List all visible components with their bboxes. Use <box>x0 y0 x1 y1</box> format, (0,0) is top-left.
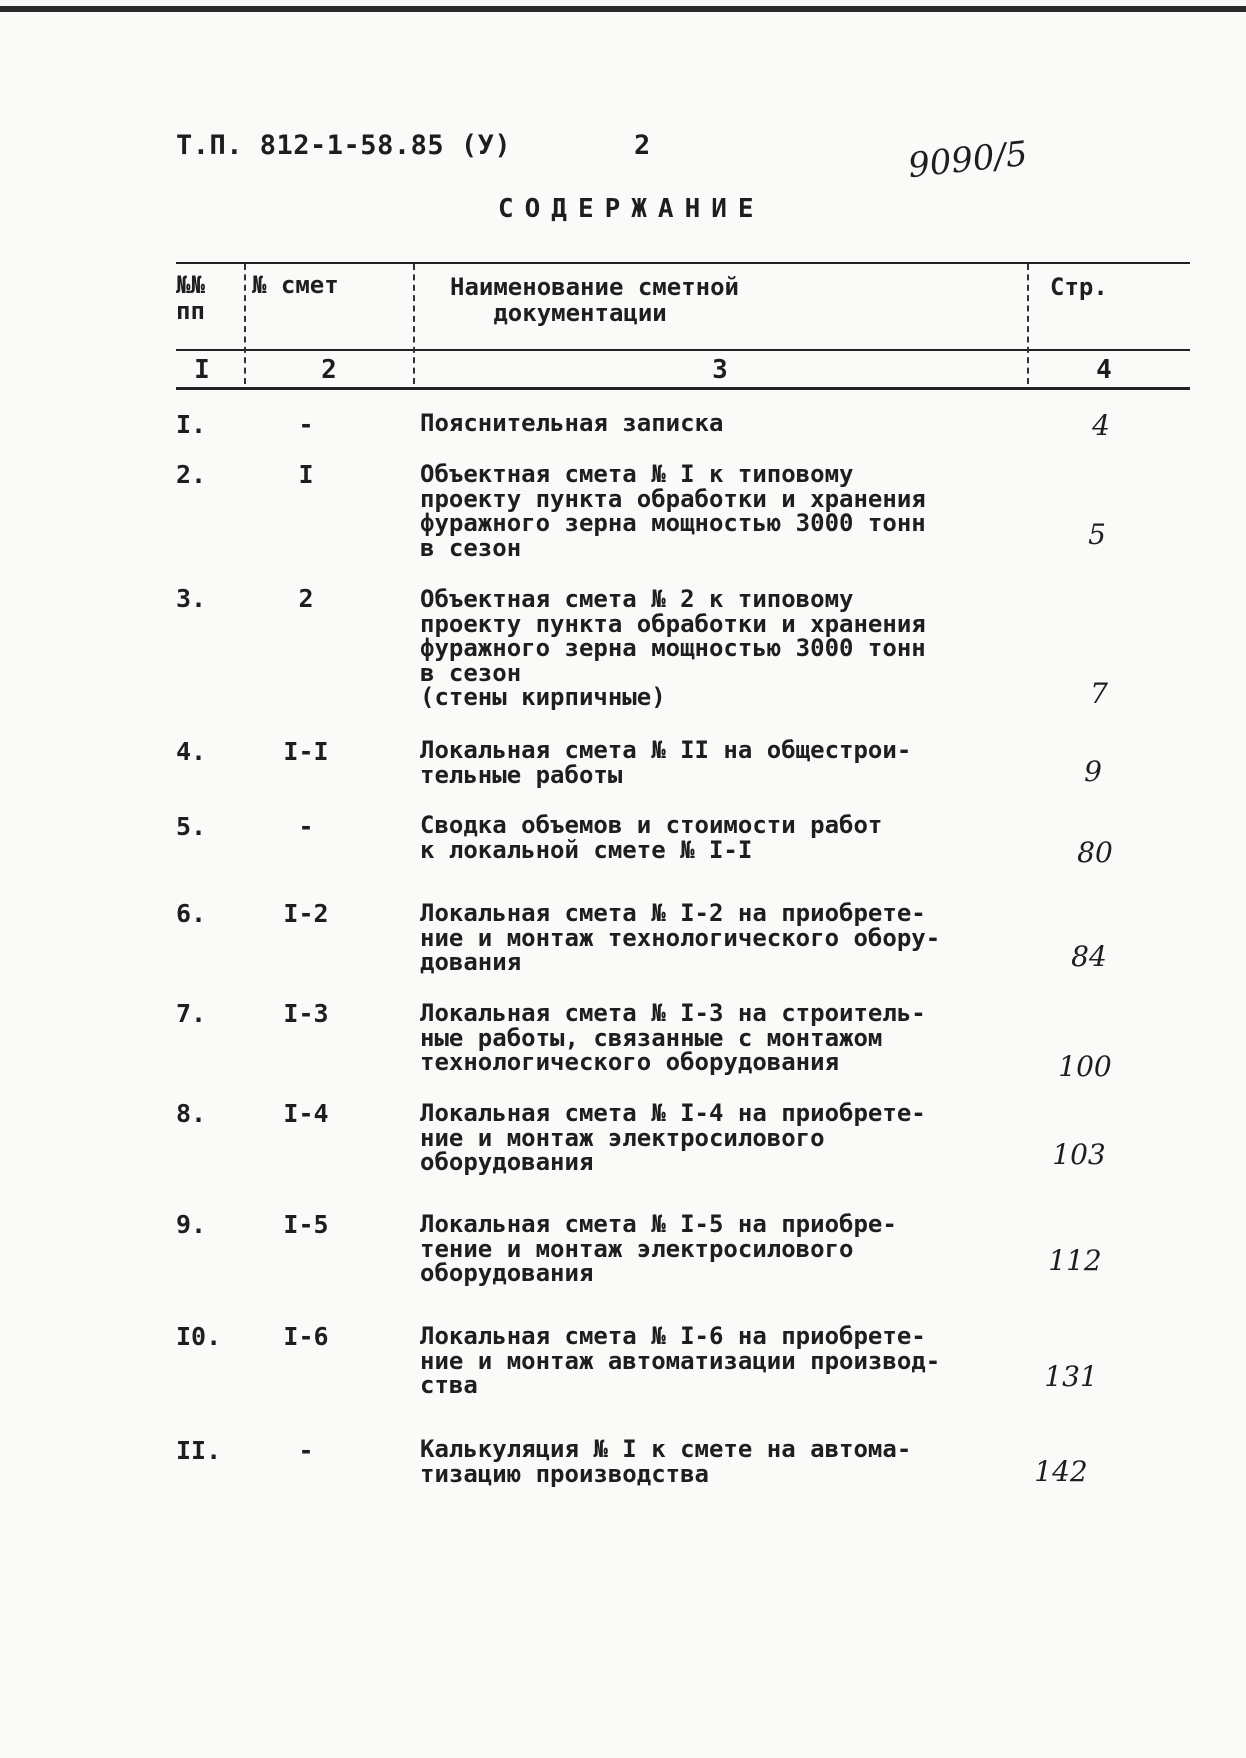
table-row-page: 103 <box>1052 1138 1106 1171</box>
table-top-rule <box>176 262 1190 264</box>
table-row-name: Локальная смета № I-5 на приобре- тение и монтаж электросилового оборудования <box>420 1210 897 1287</box>
table-row-page: 131 <box>1044 1360 1098 1393</box>
table-row-name: Калькуляция № I к смете на автома- тизацию производства <box>420 1435 912 1488</box>
table-row-estimate: - <box>298 812 314 841</box>
table-row-name: Локальная смета № I-6 на приобрете- ние и монтаж автоматизации производ- ства <box>420 1322 941 1399</box>
table-row-page: 142 <box>1034 1455 1088 1488</box>
table-row-page: 9 <box>1084 755 1102 788</box>
table-row-estimate: I-5 <box>283 1210 329 1239</box>
scan-top-border <box>0 6 1246 12</box>
table-row-name: Локальная смета № I-3 на строитель- ные работы, связанные с монтажом технологического оборудования <box>420 999 926 1076</box>
column-number-3: 3 <box>712 355 728 385</box>
table-row-estimate: I-2 <box>283 899 329 928</box>
table-row-number: 7. <box>176 999 207 1028</box>
table-row-page: 100 <box>1058 1050 1112 1083</box>
table-row-name: Пояснительная записка <box>420 409 724 437</box>
handwritten-archive-mark: 9090/5 <box>906 133 1030 187</box>
table-row-name: Объектная смета № I к типовому проекту пункта обработки и хранения фуражного зерна мощностью 3000 тонн в сезон <box>420 460 926 562</box>
table-row-estimate: 2 <box>298 584 314 613</box>
table-row-name: Локальная смета № I-2 на приобрете- ние и монтаж технологического обору- дования <box>420 899 941 976</box>
table-row-name: Локальная смета № I-4 на приобрете- ние и монтаж электросилового оборудования <box>420 1099 926 1176</box>
column-header-estimate-number: № смет <box>252 271 339 299</box>
table-row-number: 4. <box>176 737 207 766</box>
table-numbering-rule <box>176 387 1190 390</box>
table-row-page: 84 <box>1071 940 1107 973</box>
table-row-estimate: I-I <box>283 737 329 766</box>
table-row-page: 7 <box>1090 677 1108 710</box>
table-row-number: 3. <box>176 584 207 613</box>
table-row-number: 9. <box>176 1210 207 1239</box>
table-row-estimate: I <box>298 460 314 489</box>
table-row-page: 112 <box>1048 1244 1102 1277</box>
table-row-page: 80 <box>1077 836 1113 869</box>
column-header-page: Стр. <box>1050 273 1108 301</box>
column-header-document-name: Наименование сметной документации <box>450 273 739 327</box>
table-row-number: 2. <box>176 460 207 489</box>
table-row-page: 5 <box>1088 518 1106 551</box>
table-row-number: 6. <box>176 899 207 928</box>
table-row-name: Сводка объемов и стоимости работ к локальной смете № I-I <box>420 811 883 864</box>
table-row-name: Локальная смета № II на общестрои- тельные работы <box>420 736 912 789</box>
table-row-estimate: I-6 <box>283 1322 329 1351</box>
column-number-2: 2 <box>321 355 337 385</box>
table-row-estimate: I-4 <box>283 1099 329 1128</box>
document-code: Т.П. 812-1-58.85 (У) <box>176 130 512 161</box>
table-row-number: 5. <box>176 812 207 841</box>
document-title: СОДЕРЖАНИЕ <box>498 194 765 224</box>
table-row-number: 8. <box>176 1099 207 1128</box>
column-header-item-number: №№ пп <box>176 271 205 325</box>
table-row-estimate: - <box>298 410 314 439</box>
table-row-number: I0. <box>176 1322 222 1351</box>
table-row-page: 4 <box>1092 409 1110 442</box>
table-row-name: Объектная смета № 2 к типовому проекту пункта обработки и хранения фуражного зерна мощностью 3000 тонн в сезон (стены кирпичные) <box>420 585 926 711</box>
table-row-number: I. <box>176 410 207 439</box>
page-number: 2 <box>634 130 651 161</box>
column-number-4: 4 <box>1096 355 1112 385</box>
table-row-number: II. <box>176 1436 222 1465</box>
column-number-1: I <box>194 355 210 385</box>
table-row-estimate: I-3 <box>283 999 329 1028</box>
table-header-rule <box>176 349 1190 351</box>
table-row-estimate: - <box>298 1436 314 1465</box>
